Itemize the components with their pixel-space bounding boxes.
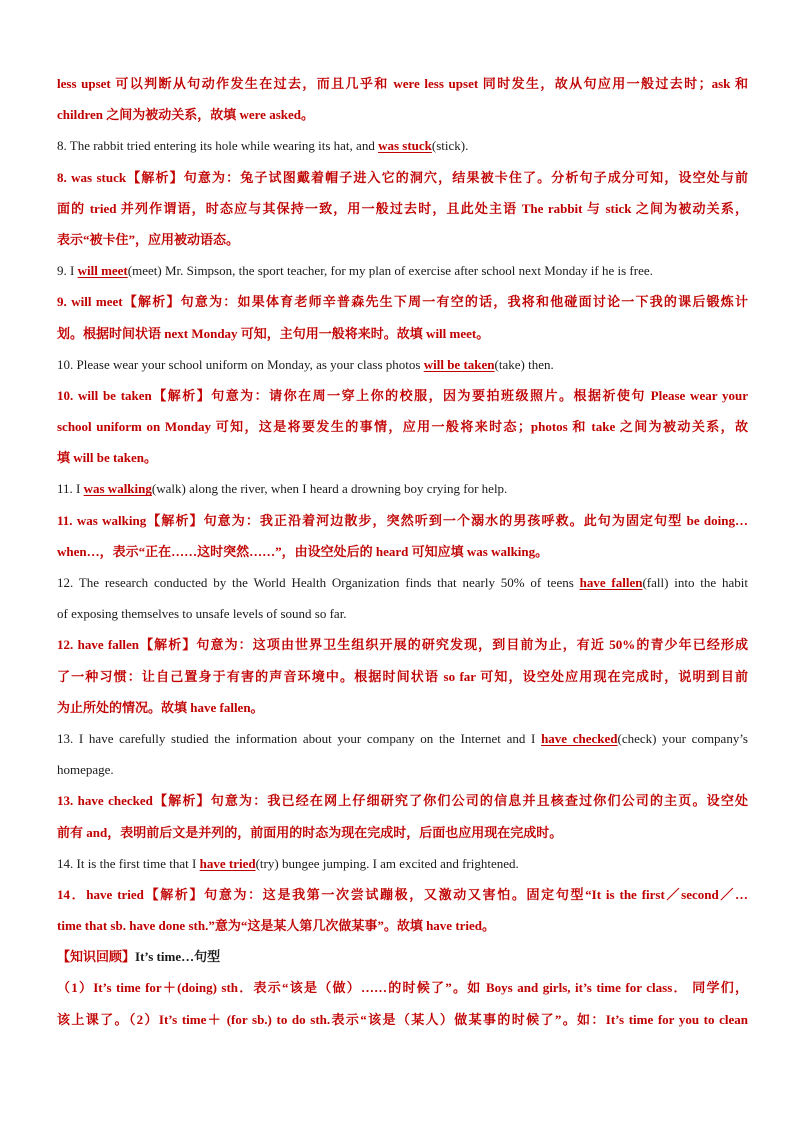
question-line: [57, 255, 748, 286]
question-line: [57, 723, 748, 754]
question-text: 14. It is the first time that I: [57, 855, 200, 871]
analysis-line: 9. will meet【解析】句意为：如果体育老师辛普森先生下周一有空的话，我将和他碰面讨论一下我的课后锻炼计: [57, 294, 748, 310]
analysis-line: 表示“被卡住”，应用被动语态。: [57, 231, 240, 247]
knowledge-line: （1）It’s time for＋(doing) sth．表示“该是（做）……的时候了”。如 Boys and girls, it’s time for class． 同学们，: [57, 980, 748, 996]
answer-blank: was stuck: [378, 138, 432, 154]
question-text: (fall) into the habit: [642, 575, 748, 590]
answer-blank: have checked: [541, 730, 618, 746]
analysis-line: 前有 and，表明前后文是并列的，前面用的时态为现在完成时，后面也应用现在完成时。: [57, 824, 563, 840]
analysis-line: 13. have checked【解析】句意为：我已经在网上仔细研究了你们公司的信息并且核查过你们公司的主页。设空处: [57, 793, 748, 809]
analysis-line: children 之间为被动关系，故填 were asked。: [57, 107, 314, 123]
knowledge-label: 【知识回顾】: [57, 949, 136, 965]
question-text: 8. The rabbit tried entering its hole while wearing its hat, and: [57, 138, 379, 154]
question-text: 10. Please wear your school uniform on Monday, as your class photos: [57, 356, 424, 372]
question-line: [57, 598, 748, 629]
question-line: [57, 349, 748, 380]
answer-blank: have tried: [199, 855, 256, 871]
analysis-line: less upset 可以判断从句动作发生在过去，而且几乎和 were less upset 同时发生，故从句应用一般过去时；ask 和: [57, 76, 748, 91]
knowledge-line: 该上课了。（2）It’s time＋ (for sb.) to do sth.表示“该是（某人）做某事的时候了”。如：It’s time for you to clean: [57, 1011, 748, 1027]
question-text: (take) then.: [494, 356, 554, 372]
analysis-line: time that sb. have done sth.”意为“这是某人第几次做某事”。故填 have tried。: [57, 918, 496, 934]
question-line: [57, 567, 748, 598]
knowledge-title: [57, 941, 748, 972]
question-text: 13. I have carefully studied the information about your company on the Internet and I: [57, 730, 542, 746]
question-text: 9. I: [57, 263, 78, 279]
analysis-line: 面的 tried 并列作谓语，时态应与其保持一致，用一般过去时，且此处主语 The rabbit 与 stick 之间为被动关系，: [57, 200, 748, 216]
analysis-line: 14．have tried【解析】句意为：这是我第一次尝试蹦极，又激动又害怕。固定句型“It is the first／second／…: [57, 886, 748, 902]
question-text: 12. The research conducted by the World Health Organization finds that nearly 50% of teens: [57, 575, 580, 590]
question-line: [57, 848, 748, 879]
question-text: (walk) along the river, when I heard a drowning boy crying for help.: [151, 481, 508, 497]
question-text: of exposing themselves to unsafe levels of sound so far.: [57, 606, 347, 622]
answer-key-content: [57, 68, 748, 1035]
question-text: (check) your company’s: [617, 730, 748, 746]
answer-blank: will be taken: [423, 356, 495, 372]
analysis-line: 为止所处的情况。故填 have fallen。: [57, 699, 264, 715]
analysis-line: 10. will be taken【解析】句意为：请你在周一穿上你的校服，因为要拍班级照片。根据祈使句 Please wear your: [57, 387, 748, 403]
analysis-line: 填 will be taken。: [57, 450, 158, 466]
answer-blank: have fallen: [579, 575, 643, 590]
question-text: (stick).: [431, 138, 469, 154]
analysis-line: 了一种习惯：让自己置身于有害的声音环境中。根据时间状语 so far 可知，设空处应用现在完成时，说明到目前: [57, 668, 748, 684]
question-text: 11. I: [57, 481, 84, 497]
analysis-line: 划。根据时间状语 next Monday 可知，主句用一般将来时。故填 will meet。: [57, 325, 490, 341]
answer-blank: was walking: [83, 481, 152, 497]
question-line: [57, 754, 748, 785]
question-text: (meet) Mr. Simpson, the sport teacher, for my plan of exercise after school next Monday if he is free.: [127, 263, 653, 279]
answer-blank: will meet: [77, 263, 128, 279]
analysis-line: school uniform on Monday 可知，这是将要发生的事情，应用一般将来时态；photos 和 take 之间为被动关系，故: [57, 419, 748, 435]
question-text: homepage.: [57, 762, 114, 778]
analysis-line: when…，表示“正在……这时突然……”，由设空处后的 heard 可知应填 was walking。: [57, 543, 549, 559]
question-line: [57, 130, 748, 161]
analysis-line: 8. was stuck【解析】句意为：兔子试图戴着帽子进入它的洞穴，结果被卡住了。分析句子成分可知，设空处与前: [57, 169, 748, 185]
question-line: [57, 473, 748, 504]
question-text: (try) bungee jumping. I am excited and frightened.: [255, 855, 519, 871]
analysis-line: 11. was walking【解析】句意为：我正沿着河边散步，突然听到一个溺水的男孩呼救。此句为固定句型 be doing…: [57, 512, 748, 528]
analysis-line: 12. have fallen【解析】句意为：这项由世界卫生组织开展的研究发现，到目前为止，有近 50%的青少年已经形成: [57, 637, 748, 653]
knowledge-heading: It’s time…句型: [135, 949, 221, 965]
